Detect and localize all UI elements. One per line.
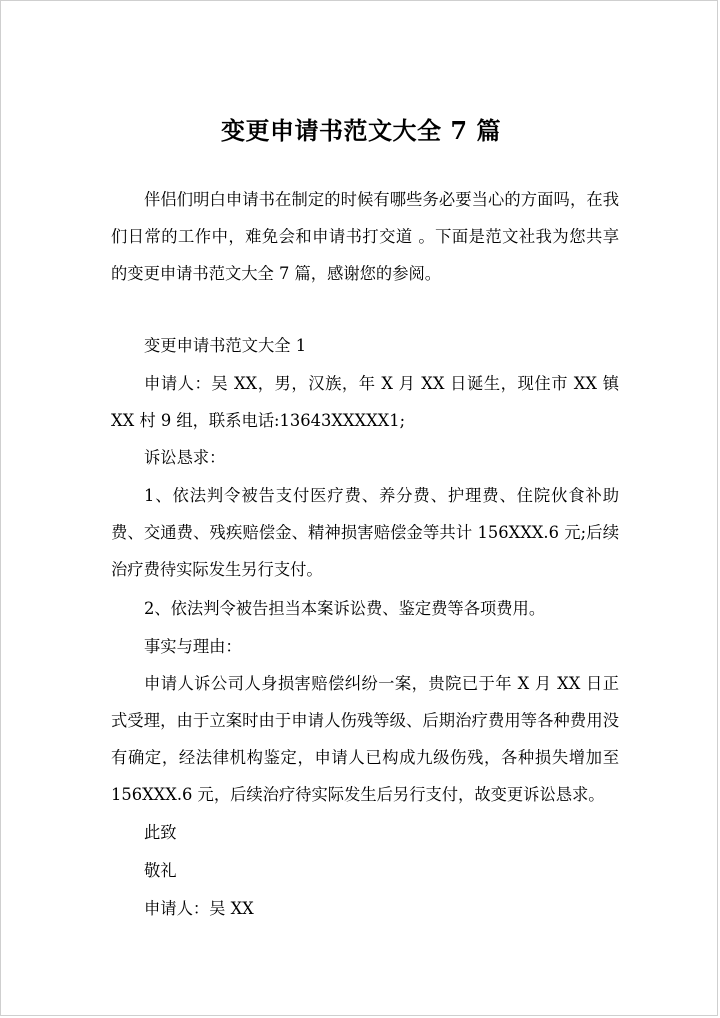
section-heading: 变更申请书范文大全 1 — [144, 336, 307, 355]
claim-1-paragraph: 1、依法判令被告支付医疗费、养分费、护理费、住院伙食补助费、交通费、残疾赔偿金、精神损害赔偿金等共计 156XXX.6 元;后续治疗费待实际发生另行支付。 — [111, 486, 619, 579]
claims-heading: 诉讼恳求： — [144, 448, 226, 467]
closing-regards: 敬礼 — [144, 861, 177, 880]
signature-line: 申请人：吴 XX — [144, 899, 254, 918]
closing-salutation: 此致 — [144, 823, 177, 842]
applicant-info-paragraph: 申请人：吴 XX，男，汉族，年 X 月 XX 日诞生，现住市 XX 镇 XX 村 9 组，联系电话:13643XXXXX1; — [111, 374, 619, 430]
document-title: 变更申请书范文大全 7 篇 — [221, 116, 501, 145]
claim-2-paragraph: 2、依法判令被告担当本案诉讼费、鉴定费等各项费用。 — [144, 599, 546, 618]
facts-paragraph: 申请人诉公司人身损害赔偿纠纷一案，贵院已于年 X 月 XX 日正式受理，由于立案时由于申请人伤残等级、后期治疗费用等各种费用没有确定，经法律机构鉴定，申请人已构成九级伤残，各种损失增加至 156XXX.6 元，后续治疗待实际发生后另行支付，故变更诉讼恳求。 — [111, 674, 619, 804]
intro-paragraph: 伴侣们明白申请书在制定的时候有哪些务必要当心的方面吗，在我们日常的工作中，难免会和申请书打交道 。下面是范文社我为您共享的变更申请书范文大全 7 篇，感谢您的参阅。 — [111, 190, 619, 283]
facts-heading: 事实与理由： — [144, 637, 242, 656]
